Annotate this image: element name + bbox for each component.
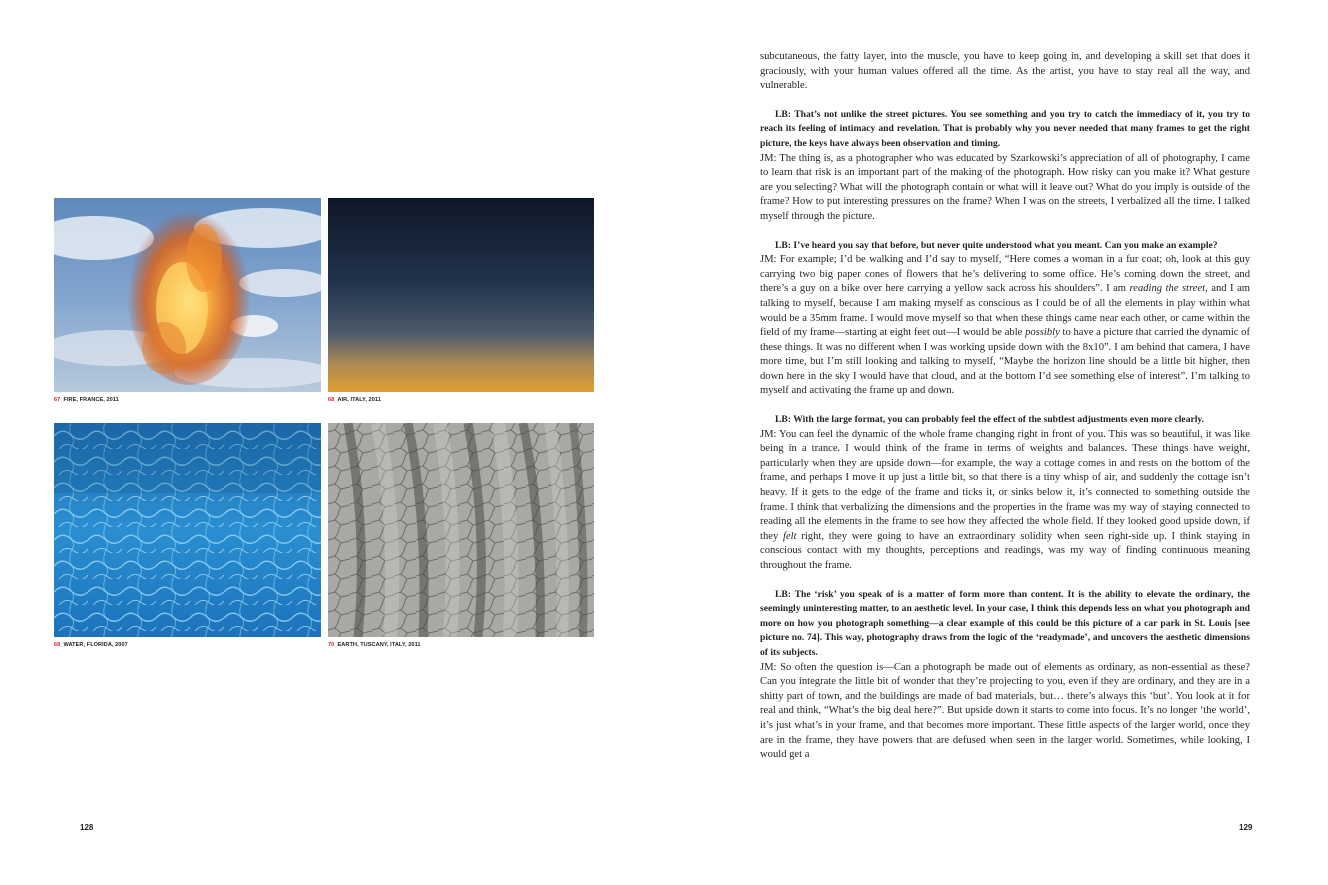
question-lb: LB: With the large format, you can probably feel the effect of the subtlest adjustments even more clearly.: [775, 414, 1205, 426]
answer-text: to have a picture that carried the dynamic of these things. It was no different when I was working upside down with the 8x10”. I am behind that camera, I have more time, but I’m still looking and talking to myself, “Maybe the horizon line should be a little bit higher, then down here in the sky I would have that cloud, and at the bottom I’d see something else of interest”. I’m talking to myself and activating the frame up and down.: [760, 327, 1250, 397]
right-page: [664, 0, 1328, 885]
caption-fire: [54, 397, 119, 403]
caption-earth: [328, 642, 421, 648]
photo-earth: [328, 423, 594, 637]
answer-italic: possibly: [1025, 327, 1060, 339]
page-number-left: 128: [80, 823, 94, 832]
caption-air: [328, 397, 381, 403]
answer-jm: [760, 428, 1250, 574]
answer-italic: reading the street,: [1129, 283, 1208, 295]
interview-text: [760, 50, 1250, 763]
answer-text: JM: For example; I’d be walking and I’d say to myself, “Here comes a woman in a fur coat; oh, look at this guy carrying two big paper cones of flowers that he’s delivering to some office. He’s coming down the street, and there’s a guy on a bike over here carrying a yellow sack across his shoulders”. I am: [760, 254, 1250, 295]
caption-water: [54, 642, 128, 648]
question-lb: LB: I’ve heard you say that before, but never quite understood what you meant. Can you make an example?: [775, 239, 1218, 251]
air-image: [328, 198, 594, 392]
caption-number: 67_: [54, 397, 64, 403]
caption-number: 69_: [54, 642, 64, 648]
paragraph-continuation: subcutaneous, the fatty layer, into the muscle, you have to keep going in, and developing a skill set that does it graciously, with your human values offered all the time. As the artist, you have to stay real all the way, and vulnerable.: [760, 51, 1250, 92]
answer-italic: felt: [783, 530, 797, 542]
caption-text: EARTH, TUSCANY, ITALY, 2011: [337, 642, 421, 648]
caption-text: AIR, ITALY, 2011: [337, 397, 381, 403]
caption-number: 70_: [328, 642, 338, 648]
photo-water: [54, 423, 321, 637]
answer-text: and I am talking to myself, because I am making myself as conscious as I could be of all the elements in play within what would be a 35mm frame. I would move myself so that when these things came near each other, or came within the field of my frame—starting at eight feet out—I would be able: [760, 283, 1251, 339]
earth-image: [328, 423, 594, 637]
caption-text: WATER, FLORIDA, 2007: [63, 642, 128, 648]
question-lb: LB: The ‘risk’ you speak of is a matter of form more than content. It is the ability to elevate the ordinary, the seemingly uninteresting matter, to an aesthetic level. In your case, I think this depends less on what you photograph and more on how you photograph something—a clear example of this could be this picture of a car park in St. Louis [see picture no. 74]. This way, photography draws from the logic of the ‘readymade’, and uncovers the aesthetic dimensions of its subjects.: [760, 588, 1250, 658]
answer-jm: JM: The thing is, as a photographer who was educated by Szarkowski’s appreciation of all of photography, I came to learn that risk is an important part of the making of the photograph. How risky can you make it? What gesture are you selecting? What will the photograph contain or what will it leave out? What do you imply is outside of the frame? How to put interesting pressures on the frame? When I was on the streets, I verbalized all the time. I talked myself through the picture.: [760, 152, 1250, 222]
photo-fire: [54, 198, 321, 392]
answer-text: JM: You can feel the dynamic of the whole frame changing right in front of you. This was so beautiful, it was like being in a trance. I would think of the frame in terms of weights and balances. These things have weight, particularly when they are upside down—for example, the way a cottage comes in and rests on the bottom of the frame, and perhaps I move it up just a little bit, so that there is a tiny whisp of air, and suddenly the cottage isn’t heavy. If it gets to the edge of the frame and ticks it, or sinks below it, it’s connected to something outside the frame. I think that verbalizing the dimensions and the properties in the frame was my way of staying connected to reading all the elements in the frame to see how they affected the whole field. If they looked good upside down, if they: [760, 428, 1250, 542]
question-lb: LB: That’s not unlike the street pictures. You see something and you try to catch the immediacy of it, you try to reach its feeling of intimacy and revelation. That is probably why you never needed that many frames to get the right picture, the keys have always been observation and timing.: [760, 108, 1250, 149]
answer-jm: [760, 253, 1250, 399]
water-image: [54, 423, 321, 637]
photo-air: [328, 198, 594, 392]
caption-number: 68_: [328, 397, 338, 403]
answer-jm: JM: So often the question is—Can a photograph be made out of elements as ordinary, as non-essential as these? Can you integrate the little bit of wonder that they’re projecting to you, even if they are ordinary, and they are in a shitty part of town, and the buildings are made of bad materials, but… there’s always this ‘but’. You look at it for real and think, “What’s the big deal here?”. But upside down it starts to come into focus. It’s no longer ‘the world’, it’s just what’s in your frame, and that becomes more important. These little aspects of the larger world, once they are in the frame, they have powers that are defused when seen in the larger world. Sometimes, while looking, I would get a: [760, 661, 1250, 761]
page-number-right: 129: [1239, 823, 1253, 832]
fire-image: [54, 198, 321, 392]
answer-text: right, they were going to have an extraordinary solidity when seen right-side up. I think staying in conscious contact with my thoughts, perceptions and readings, was my way of finding continuous meaning throughout the frame.: [760, 530, 1251, 571]
caption-text: FIRE, FRANCE, 2011: [63, 397, 119, 403]
